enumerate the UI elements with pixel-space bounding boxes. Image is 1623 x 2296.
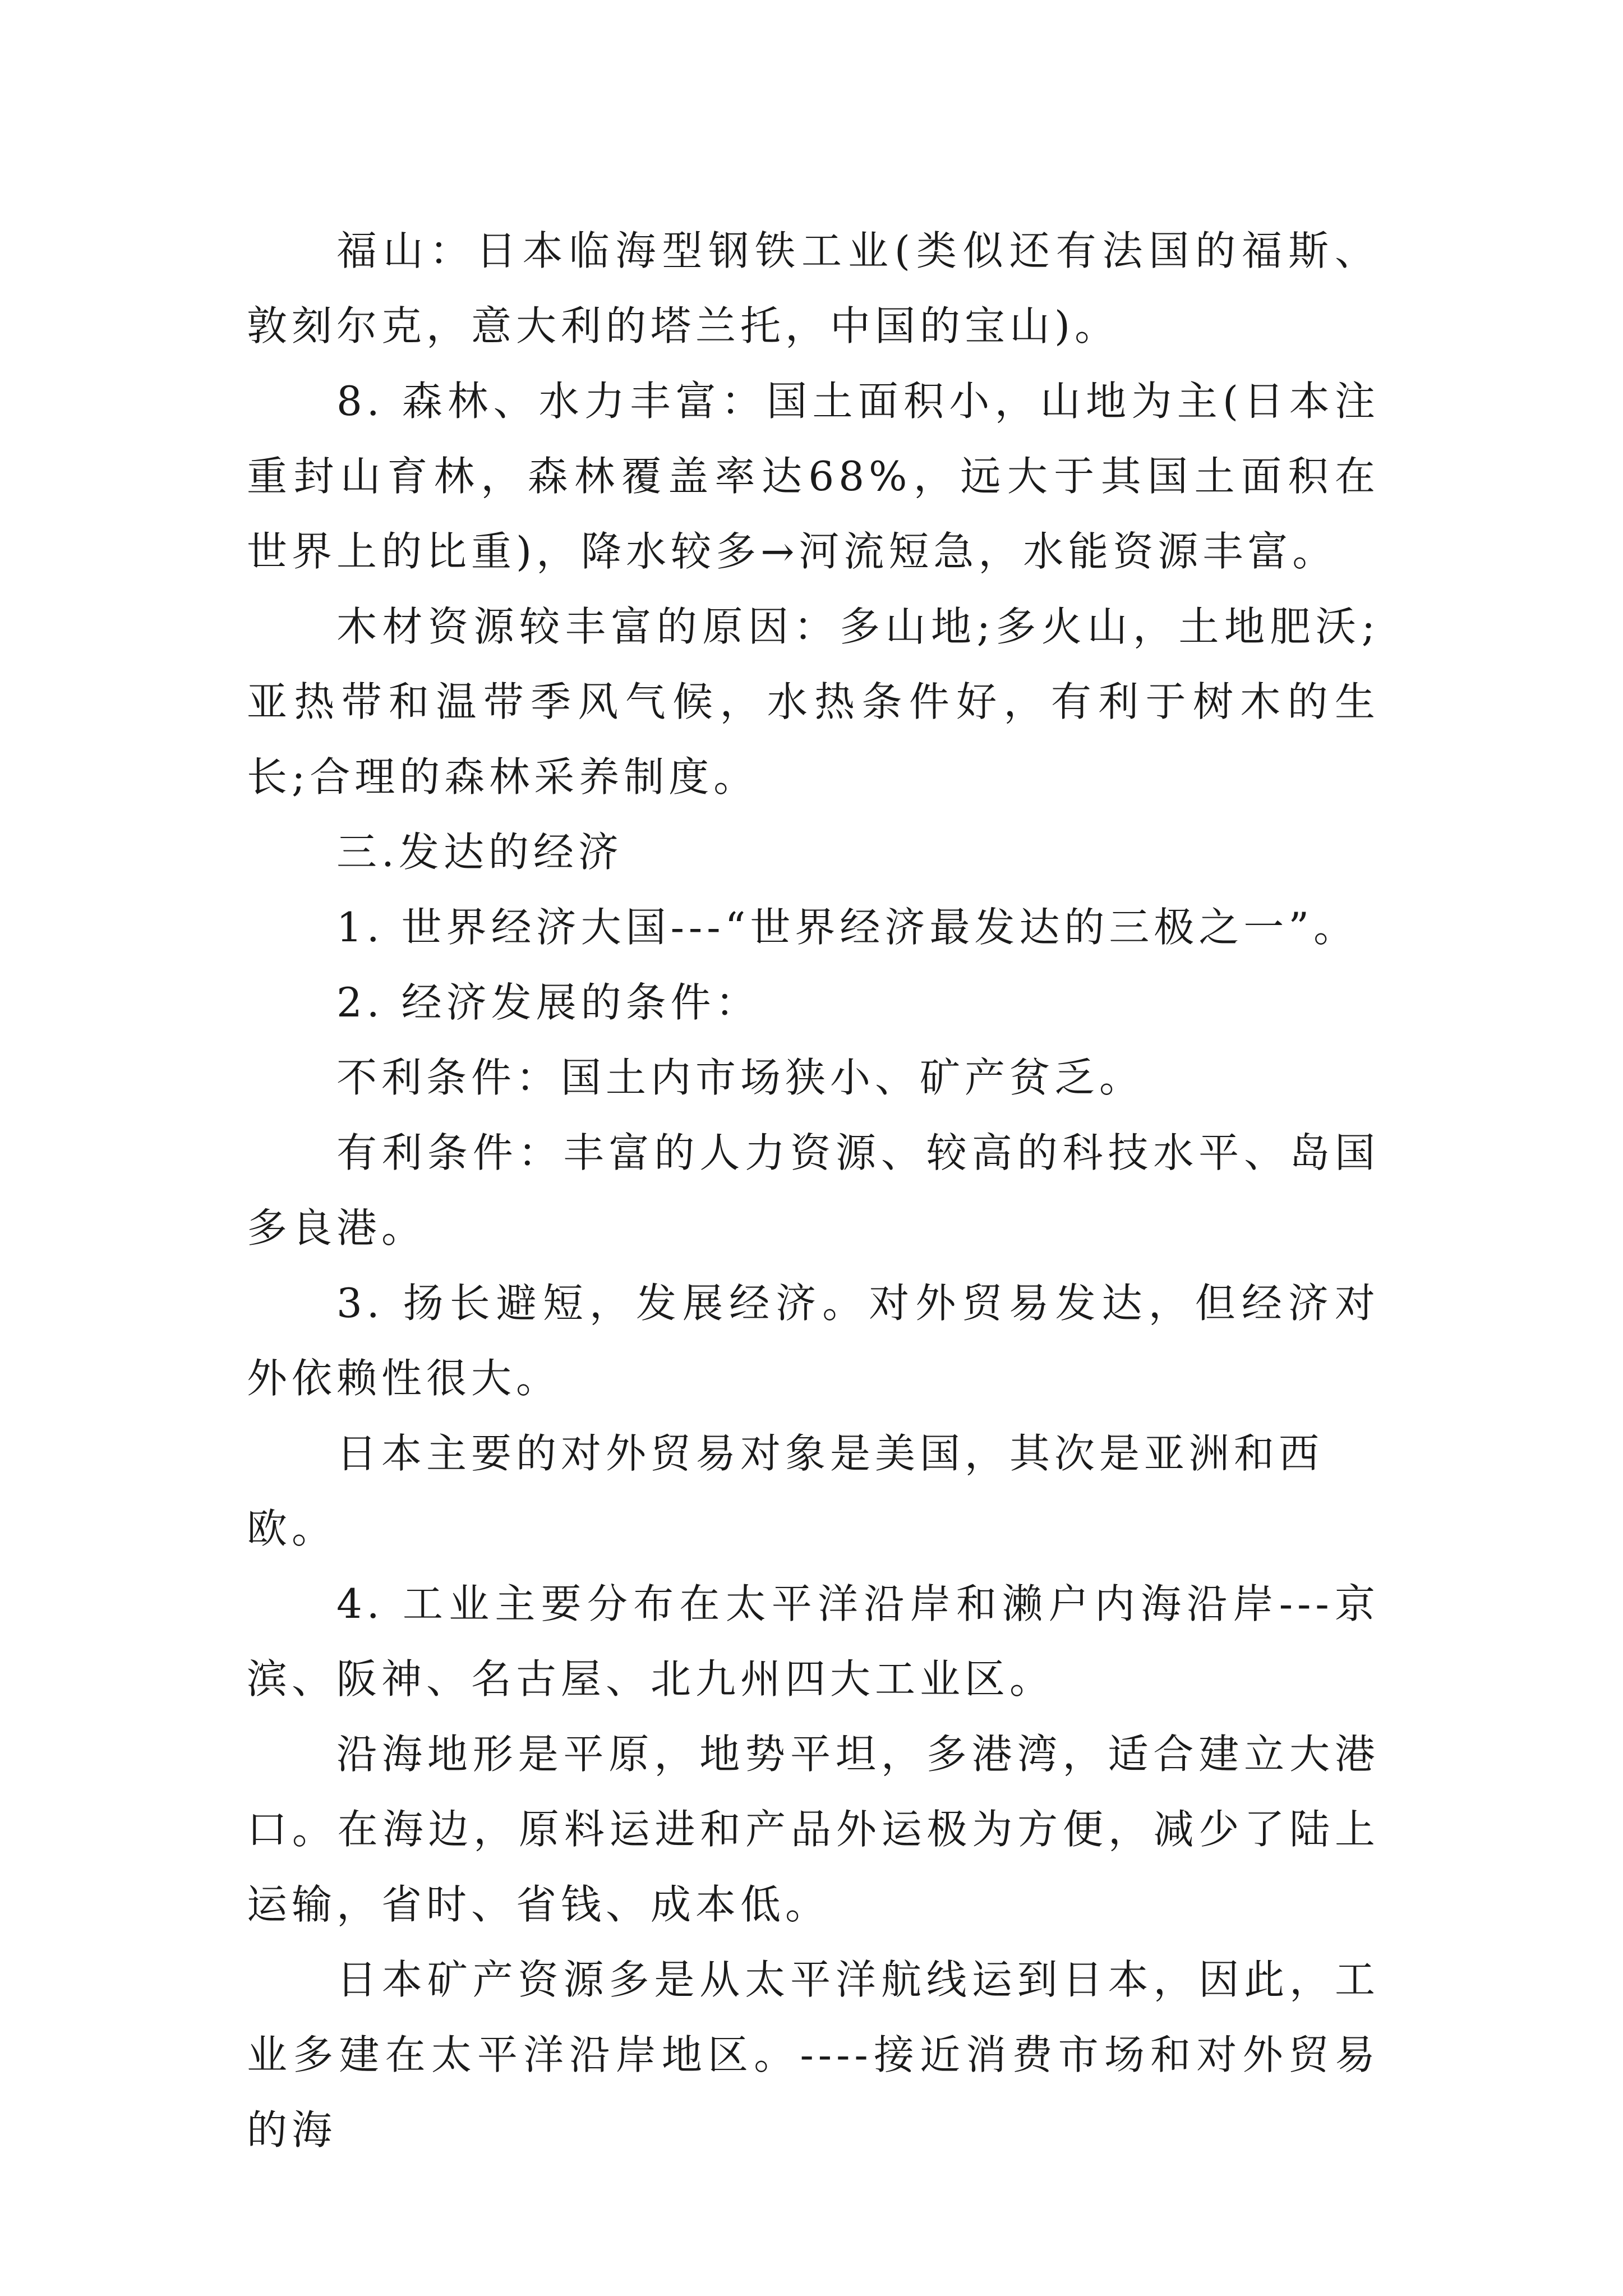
document-body [247, 213, 1380, 2168]
paragraph-mineral-imports: 日本矿产资源多是从太平洋航线运到日本，因此，工业多建在太平洋沿岸地区。----接近消费市场和对外贸易的海 [247, 1956, 1380, 2154]
paragraph-trade: 3. 扬长避短，发展经济。对外贸易发达，但经济对外依赖性很大。 [247, 1280, 1380, 1402]
paragraph-timber-reasons: 木材资源较丰富的原因：多山地;多火山，土地肥沃;亚热带和温带季风气候，水热条件好，有利于树木的生长;合理的森林采养制度。 [247, 603, 1380, 800]
paragraph-unfavorable: 不利条件：国土内市场狭小、矿产贫乏。 [336, 1054, 1145, 1101]
paragraph-coastal-advantages: 沿海地形是平原，地势平坦，多港湾，适合建立大港口。在海边，原料运进和产品外运极为方便，减少了陆上运输，省时、省钱、成本低。 [247, 1731, 1380, 1928]
section-heading-economy: 三.发达的经济 [336, 829, 623, 876]
paragraph-fukuyama: 福山：日本临海型钢铁工业(类似还有法国的福斯、敦刻尔克，意大利的塔兰托，中国的宝山)。 [247, 227, 1380, 349]
paragraph-trade-partners: 日本主要的对外贸易对象是美国，其次是亚洲和西欧。 [247, 1430, 1324, 1552]
paragraph-economic-power: 1. 世界经济大国---“世界经济最发达的三极之一”。 [336, 904, 1359, 951]
paragraph-conditions: 2. 经济发展的条件： [336, 979, 760, 1026]
paragraph-forest-water: 8. 森林、水力丰富：国土面积小，山地为主(日本注重封山育林，森林覆盖率达68%，远大于其国土面积在世界上的比重)，降水较多→河流短急，水能资源丰富。 [247, 378, 1380, 575]
paragraph-industrial-zones: 4. 工业主要分布在太平洋沿岸和濑户内海沿岸---京滨、阪神、名古屋、北九州四大工业区。 [247, 1580, 1380, 1703]
paragraph-favorable: 有利条件：丰富的人力资源、较高的科技水平、岛国多良港。 [247, 1129, 1380, 1251]
